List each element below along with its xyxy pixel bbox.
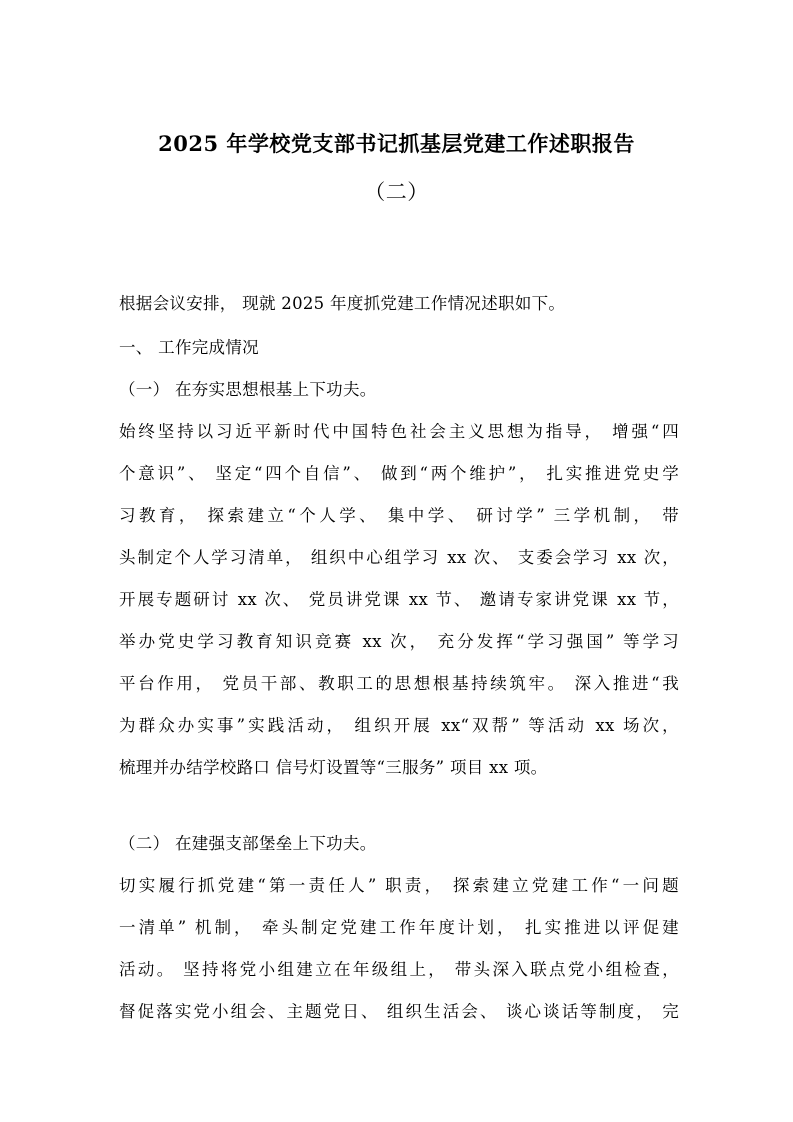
document-subtitle: （二） xyxy=(364,180,429,204)
paragraph-line: 一清单” 机制， 牵头制定党建工作年度计划， 扎实推进以评促建 xyxy=(119,918,679,937)
paragraph-line: 梳理并办结学校路口 信号灯设置等“三服务” 项目 xx 项。 xyxy=(119,758,548,777)
paragraph-line: 平台作用， 党员干部、教职工的思想根基持续筑牢。 深入推进“我 xyxy=(119,674,679,693)
subsection-heading: （二） 在建强支部堡垒上下功夫。 xyxy=(119,834,377,853)
document-title: 2025 年学校党支部书记抓基层党建工作述职报告 xyxy=(158,131,635,156)
paragraph-line: 习教育， 探索建立“个人学、 集中学、 研讨学” 三学机制， 带 xyxy=(119,506,679,525)
paragraph-line: 头制定个人学习清单， 组织中心组学习 xx 次、 支委会学习 xx 次， xyxy=(119,548,679,567)
paragraph-line: 开展专题研讨 xx 次、 党员讲党课 xx 节、 邀请专家讲党课 xx 节， xyxy=(119,590,679,609)
paragraph-line: 切实履行抓党建“第一责任人” 职责， 探索建立党建工作“一问题 xyxy=(119,876,679,895)
section-heading: 一、 工作完成情况 xyxy=(119,338,259,357)
paragraph-line: 为群众办实事”实践活动， 组织开展 xx“双帮” 等活动 xx 场次， xyxy=(119,716,679,735)
paragraph-line: 举办党史学习教育知识竞赛 xx 次， 充分发挥“学习强国” 等学习 xyxy=(119,632,679,651)
intro-paragraph: 根据会议安排， 现就 2025 年度抓党建工作情况述职如下。 xyxy=(119,294,566,313)
paragraph-line: 个意识”、 坚定“四个自信”、 做到“两个维护”， 扎实推进党史学 xyxy=(119,464,679,483)
subsection-heading: （一） 在夯实思想根基上下功夫。 xyxy=(119,380,377,399)
paragraph-line: 活动。 坚持将党小组建立在年级组上， 带头深入联点党小组检查， xyxy=(119,960,679,979)
paragraph-line: 始终坚持以习近平新时代中国特色社会主义思想为指导， 增强“四 xyxy=(119,422,679,441)
paragraph-line: 督促落实党小组会、主题党日、 组织生活会、 谈心谈话等制度， 完 xyxy=(119,1002,679,1021)
